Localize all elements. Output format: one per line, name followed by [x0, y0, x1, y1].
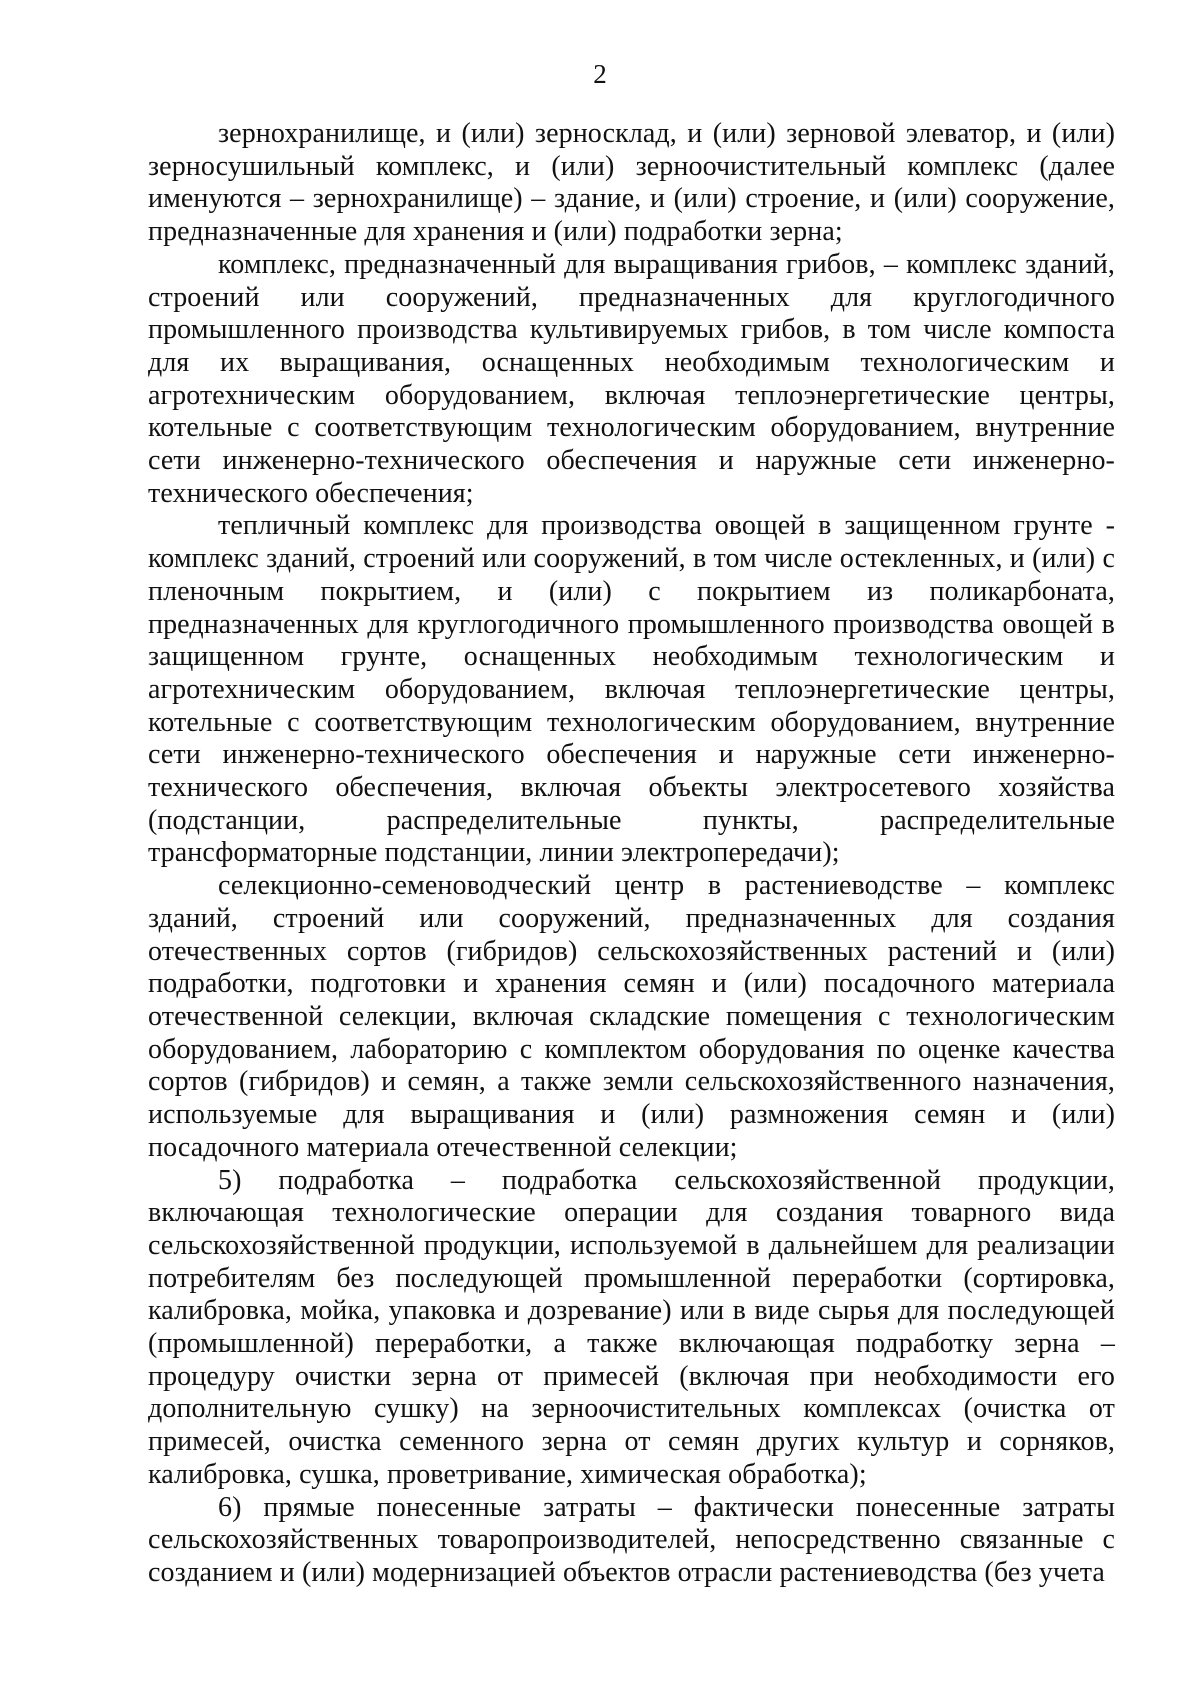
paragraph-breeding-seed-center-definition: селекционно-семеноводческий центр в растениеводстве – комплекс зданий, строений или сооружений, предназначенных для создания отечественных сортов (гибридов) сельскохозяйственных растений и (или) подработки, подготовки и хранения семян и (или) посадочного материала отечественной селекции, включая складские помещения с технологическим оборудованием, лабораторию с комплектом оборудования по оценке качества сортов (гибридов) и семян, а также земли сельскохозяйственного назначения, используемые для выращивания и (или) размножения семян и (или) посадочного материала отечественной селекции;: [148, 870, 1115, 1163]
paragraph-item-5-processing: 5) подработка – подработка сельскохозяйственной продукции, включающая технологические операции для создания товарного вида сельскохозяйственной продукции, используемой в дальнейшем для реализации потребителям без последующей промышленной переработки (сортировка, калибровка, мойка, упаковка и дозревание) или в виде сырья для последующей (промышленной) переработки, а также включающая подработку зерна – процедуру очистки зерна от примесей (включая при необходимости его дополнительную сушку) на зерноочистительных комплексах (очистка от примесей, очистка семенного зерна от семян других культур и сорняков, калибровка, сушка, проветривание, химическая обработка);: [148, 1164, 1115, 1490]
document-body: [148, 118, 1115, 1590]
paragraph-greenhouse-complex-definition: тепличный комплекс для производства овощей в защищенном грунте - комплекс зданий, строений или сооружений, в том числе остекленных, и (или) с пленочным покрытием, и (или) с покрытием из поликарбоната, предназначенных для круглогодичного промышленного производства овощей в защищенном грунте, оснащенных необходимым технологическим и агротехническим оборудованием, включая теплоэнергетические центры, котельные с соответствующим технологическим оборудованием, внутренние сети инженерно-технического обеспечения и наружные сети инженерно-технического обеспечения, включая объекты электросетевого хозяйства (подстанции, распределительные пункты, распределительные трансформаторные подстанции, линии электропередачи);: [148, 510, 1115, 869]
paragraph-item-6-direct-costs: 6) прямые понесенные затраты – фактически понесенные затраты сельскохозяйственных товаропроизводителей, непосредственно связанные с созданием и (или) модернизацией объектов отрасли растениеводства (без учета: [148, 1491, 1115, 1588]
page-number: 2: [593, 59, 607, 89]
paragraph-mushroom-complex-definition: комплекс, предназначенный для выращивания грибов, – комплекс зданий, строений или сооружений, предназначенных для круглогодичного промышленного производства культивируемых грибов, в том числе компоста для их выращивания, оснащенных необходимым технологическим и агротехническим оборудованием, включая теплоэнергетические центры, котельные с соответствующим технологическим оборудованием, внутренние сети инженерно-технического обеспечения и наружные сети инженерно-технического обеспечения;: [148, 248, 1115, 509]
paragraph-grain-storage-definition: зернохранилище, и (или) зерносклад, и (или) зерновой элеватор, и (или) зерносушильный комплекс, и (или) зерноочистительный комплекс (далее именуются – зернохранилище) – здание, и (или) строение, и (или) сооружение, предназначенные для хранения и (или) подработки зерна;: [148, 118, 1115, 248]
